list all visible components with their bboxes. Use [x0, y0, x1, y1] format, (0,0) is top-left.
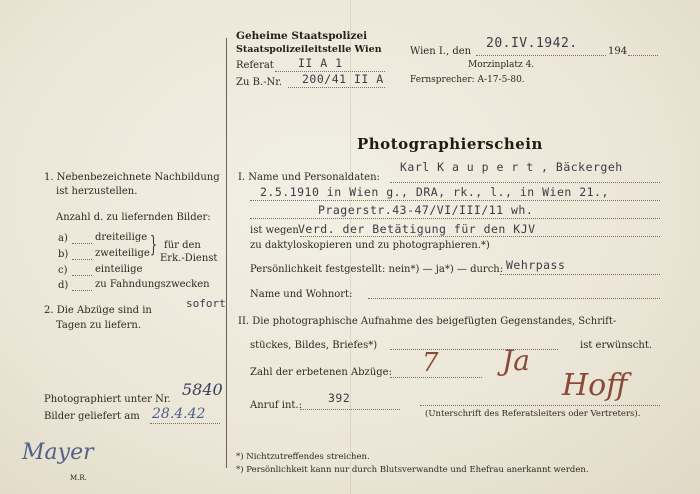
zu-line — [288, 87, 385, 88]
office-name: Staatspolizeileitstelle Wien — [236, 44, 382, 55]
wegen-rule — [300, 236, 660, 237]
delivered-label: Bilder geliefert am — [44, 411, 140, 422]
photographed-label: Photographiert unter Nr. — [44, 394, 171, 405]
opt-c-label: c) — [58, 265, 68, 276]
name-rule — [368, 298, 660, 299]
s1-line2: 2.5.1910 in Wien g., DRA, rk., l., in Wien 21., — [260, 185, 609, 199]
opt-a: dreiteilige — [95, 232, 148, 243]
wegen-label: ist wegen — [250, 225, 299, 236]
wegen-value: Verd. der Betätigung für den KJV — [298, 222, 536, 236]
brace-line2: Erk.-Dienst — [160, 253, 218, 264]
person-label: Persönlichkeit festgestellt: nein*) — ja*) — durch: — [250, 264, 504, 275]
opt-d-label: d) — [58, 280, 69, 291]
opt-d: zu Fahndungszwecken — [95, 279, 210, 290]
s1-line1-rule — [390, 182, 660, 183]
person-value: Wehrpass — [506, 258, 566, 272]
s1-line3-rule — [250, 218, 660, 219]
brace-line1: für den — [164, 240, 201, 251]
item2-line1: 2. Die Abzüge sind in — [44, 305, 152, 316]
referat-label: Referat — [236, 60, 274, 71]
year-line — [628, 55, 658, 56]
zu-value: 200/41 II A — [302, 72, 384, 86]
address: Morzinplatz 4. — [468, 60, 535, 70]
s2-rule — [390, 349, 558, 350]
place-label: Wien I., den — [410, 46, 472, 57]
opt-b: zweiteilige — [95, 248, 150, 259]
delivered-line — [150, 423, 220, 424]
official-signature: Hoff — [562, 368, 628, 403]
item1-line1: 1. Nebenbezeichnete Nachbildung — [44, 172, 220, 183]
signature-mayer: Mayer — [22, 440, 94, 465]
count-label-right: Zahl der erbetenen Abzüge: — [250, 367, 392, 378]
zu-label: Zu B.-Nr. — [236, 77, 283, 88]
call-rule — [300, 409, 400, 410]
brace: } — [150, 233, 157, 258]
opt-b-line — [72, 259, 92, 260]
count-value: 7 — [422, 348, 439, 378]
footnote-1: *) Nichtzutreffendes streichen. — [236, 452, 370, 462]
count-label: Anzahl d. zu liefernden Bilder: — [56, 212, 211, 223]
opt-b-label: b) — [58, 249, 69, 260]
footnote-2: *) Persönlichkeit kann nur durch Blutsverwandte und Ehefrau anerkannt werden. — [236, 465, 589, 475]
s1-line2-rule — [250, 200, 660, 201]
wegen-line2: zu daktyloskopieren und zu photographieren.*) — [250, 240, 490, 251]
s1-line3: Pragerstr.43-47/VI/III/11 wh. — [318, 203, 534, 217]
date-line — [476, 55, 606, 56]
date-value: 20.IV.1942. — [486, 36, 578, 51]
form-title: Photographierschein — [357, 135, 543, 153]
item2-value: sofort — [186, 297, 226, 310]
opt-a-line — [72, 243, 92, 244]
opt-d-line — [72, 290, 92, 291]
s2-line2b: ist erwünscht. — [580, 340, 653, 351]
s1-line1: Karl K a u p e r t , Bäckergeh — [400, 160, 623, 174]
name-label: Name und Wohnort: — [250, 289, 353, 300]
opt-c-line — [72, 275, 92, 276]
opt-c: einteilige — [95, 264, 143, 275]
s1-label: I. Name und Personaldaten: — [238, 172, 380, 183]
vertical-rule — [226, 38, 227, 468]
opt-a-label: a) — [58, 233, 68, 244]
agency-name: Geheime Staatspolizei — [236, 30, 368, 42]
referat-value: II A 1 — [298, 56, 343, 70]
person-rule — [500, 274, 660, 275]
year-prefix: 194 — [608, 46, 628, 57]
ja-value: Ja — [502, 344, 530, 377]
signature-sub: M.R. — [70, 474, 87, 482]
s2-line2a: stückes, Bildes, Briefes*) — [250, 340, 378, 351]
item1-line2: ist herzustellen. — [56, 186, 138, 197]
item2-line2: Tagen zu liefern. — [56, 320, 142, 331]
s2-line1: II. Die photographische Aufnahme des beigefügten Gegenstandes, Schrift- — [238, 316, 617, 327]
photographed-value: 5840 — [182, 380, 223, 399]
phone: Fernsprecher: A-17-5-80. — [410, 75, 525, 85]
signature-rule — [420, 405, 660, 406]
count-rule — [390, 377, 482, 378]
call-value: 392 — [328, 391, 351, 405]
call-label: Anruf int.: — [250, 400, 302, 411]
delivered-value: 28.4.42 — [152, 406, 206, 422]
signature-caption: (Unterschrift des Referatsleiters oder Vertreters). — [425, 409, 641, 419]
